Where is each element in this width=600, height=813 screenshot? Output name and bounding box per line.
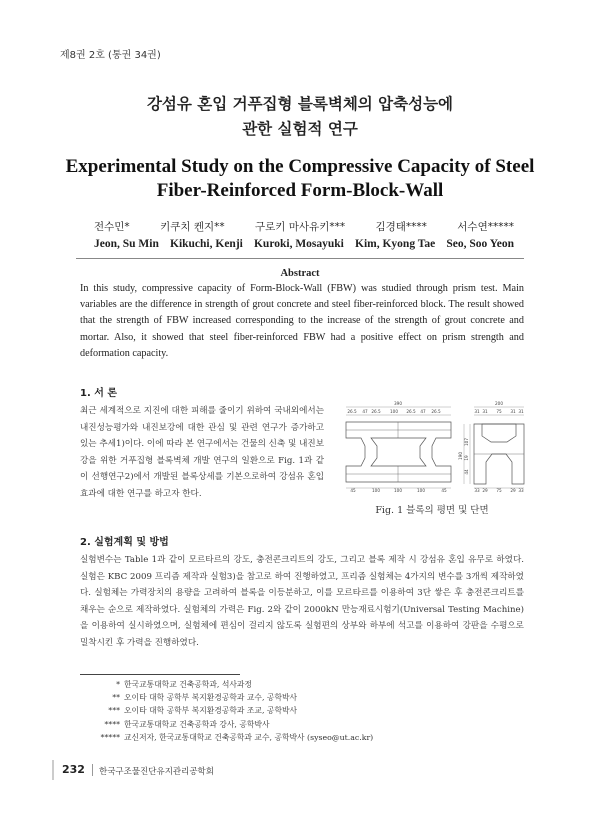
plan-dim-b4: 100	[417, 488, 425, 493]
author-ko-1: 전수민*	[94, 221, 130, 233]
section-dim-4: 31	[510, 409, 516, 414]
abstract-text: In this study, compressive capacity of Form-Block-Wall (FBW) was studied through prism test. Main variables are the difference in strength of grout concrete and steel fiber-reinforced block. The result showed that the strength of FBW increased corresponding to the increase of the strength of grout concrete and mortar. Also, it showed that steel fiber-reinforced FBW had a positive effect on prism strength and deformation capacity.	[80, 283, 524, 359]
block-plan-view	[346, 422, 451, 482]
author-ko-5: 서수연*****	[457, 221, 514, 233]
section-dim-b3: 75	[496, 488, 502, 493]
footnote-4: **** 한국교통대학교 건축공학과 강사, 공학박사	[104, 719, 270, 729]
english-title-line1: Experimental Study on the Compressive Capacity of Steel	[65, 156, 535, 177]
plan-dim-b1: 45	[350, 488, 356, 493]
korean-title-line1: 강섬유 혼입 거푸집형 블록벽체의 압축성능에	[146, 95, 454, 113]
author-en-4: Kim, Kyong Tae	[355, 238, 436, 250]
section1-heading: 1. 서 론	[80, 388, 118, 399]
plan-dim-b2: 100	[372, 488, 380, 493]
plan-dim-b5: 45	[441, 488, 447, 493]
author-en-2: Kikuchi, Kenji	[170, 238, 243, 250]
section-dim-1: 31	[474, 409, 480, 414]
footnote-divider	[80, 674, 240, 675]
footnotes	[80, 678, 373, 744]
plan-dim-total: 390	[394, 401, 402, 406]
section-dim-l4: 44	[464, 469, 469, 475]
plan-dim-7: 26.5	[431, 409, 441, 414]
header-divider	[76, 258, 524, 259]
section-dim-l2: 107	[464, 438, 469, 446]
author-ko-4: 김경태****	[375, 221, 427, 233]
author-en-1: Jeon, Su Min	[94, 238, 159, 250]
plan-dim-b3: 100	[394, 488, 402, 493]
section-dim-l1: 190	[458, 452, 463, 460]
abstract-heading: Abstract	[280, 268, 320, 279]
plan-dim-1: 26.5	[347, 409, 357, 414]
section-dim-b4: 29	[510, 488, 516, 493]
section-dim-b1: 33	[474, 488, 480, 493]
section-dim-3: 75	[496, 409, 502, 414]
author-ko-3: 구로키 마사유키***	[255, 221, 346, 233]
plan-dim-4: 100	[390, 409, 398, 414]
footer-accent-bar	[52, 760, 54, 780]
plan-dim-5: 26.5	[406, 409, 416, 414]
page-number: 232	[62, 763, 85, 776]
figure1-caption: Fig. 1 블록의 평면 및 단면	[375, 505, 489, 516]
footnote-5: ***** 교신저자, 한국교통대학교 건축공학과 교수, 공학박사 (syseo@ut.ac.kr)	[100, 732, 374, 742]
figure1-drawing	[336, 396, 528, 500]
plan-dim-6: 47	[420, 409, 426, 414]
block-section-view	[474, 424, 524, 484]
footer-separator	[92, 764, 93, 776]
section1-text: 최근 세계적으로 지진에 대한 피해를 줄이기 위하여 국내외에서는 내진성능평가와 내진보강에 대한 관심 및 관련 연구가 증가하고 있는 추세1)이다. 이에 따라 본 연구에서는 건물의 신축 및 내진보강을 위한 거푸집형 블록벽체 개발 연구의 일환으로 Fig. 1과 같이 선행연구2)에서 개발된 블록상세를 기본으로하여 강섬유 혼입 효과에 대한 연구를 하고자 한다.	[80, 406, 324, 499]
section-dim-l3: 19	[464, 455, 469, 461]
plan-dim-2: 47	[362, 409, 368, 414]
footnote-1: * 한국교통대학교 건축공학과, 석사과정	[116, 680, 252, 689]
section-dim-2: 31	[482, 409, 488, 414]
journal-name: 한국구조물진단유지관리공학회	[99, 767, 214, 777]
korean-title-line2: 관한 실험적 연구	[242, 120, 358, 138]
section2-heading: 2. 실험계획 및 방법	[80, 537, 169, 548]
plan-dim-3: 26.5	[371, 409, 381, 414]
footnote-3: *** 오이타 대학 공학부 복지환경공학과 조교, 공학박사	[108, 706, 298, 716]
section-dim-total: 200	[495, 401, 503, 406]
footnote-2: ** 오이타 대학 공학부 복지환경공학과 교수, 공학박사	[112, 693, 298, 703]
section-dim-5: 31	[518, 409, 524, 414]
authors-english	[94, 238, 514, 250]
issue-info: 제8권 2호 (통권 34권)	[60, 50, 161, 61]
author-en-3: Kuroki, Mosayuki	[253, 238, 344, 250]
section-dim-b2: 29	[482, 488, 488, 493]
author-ko-2: 키쿠치 켄지**	[160, 221, 225, 233]
english-title-line2: Fiber-Reinforced Form-Block-Wall	[156, 180, 444, 201]
section-dim-b5: 33	[518, 488, 524, 493]
section2-text: 실험변수는 Table 1과 같이 모르타르의 강도, 충전콘크리트의 강도, 그리고 블록 제작 시 강섬유 혼입 유무로 하였다. 실험은 KBC 2009 프리즘 제작과 실험3)을 참고로 하여 진행하였고, 프리즘 실험체는 4가지의 변수를 3개씩 제작하였다. 실험체는 가력장치의 용량을 고려하여 블록을 이등분하고, 이를 모르타르를 이용하여 3단 쌓은 후 충전콘크리트를 채우는 순으로 제작하였다. 실험체의 가력은 Fig. 2와 같이 2000kN 만능재료시험기(Universal Testing Machine)을 이용하여 실시하였으며, 실험체에 편심이 걸리지 않도록 실험편의 상부와 하부에 석고를 이용하여 강판을 수평으로 밀착시킨 후 가력을 진행하였다.	[80, 555, 524, 648]
author-en-5: Seo, Soo Yeon	[446, 238, 514, 250]
authors-korean	[94, 219, 514, 234]
